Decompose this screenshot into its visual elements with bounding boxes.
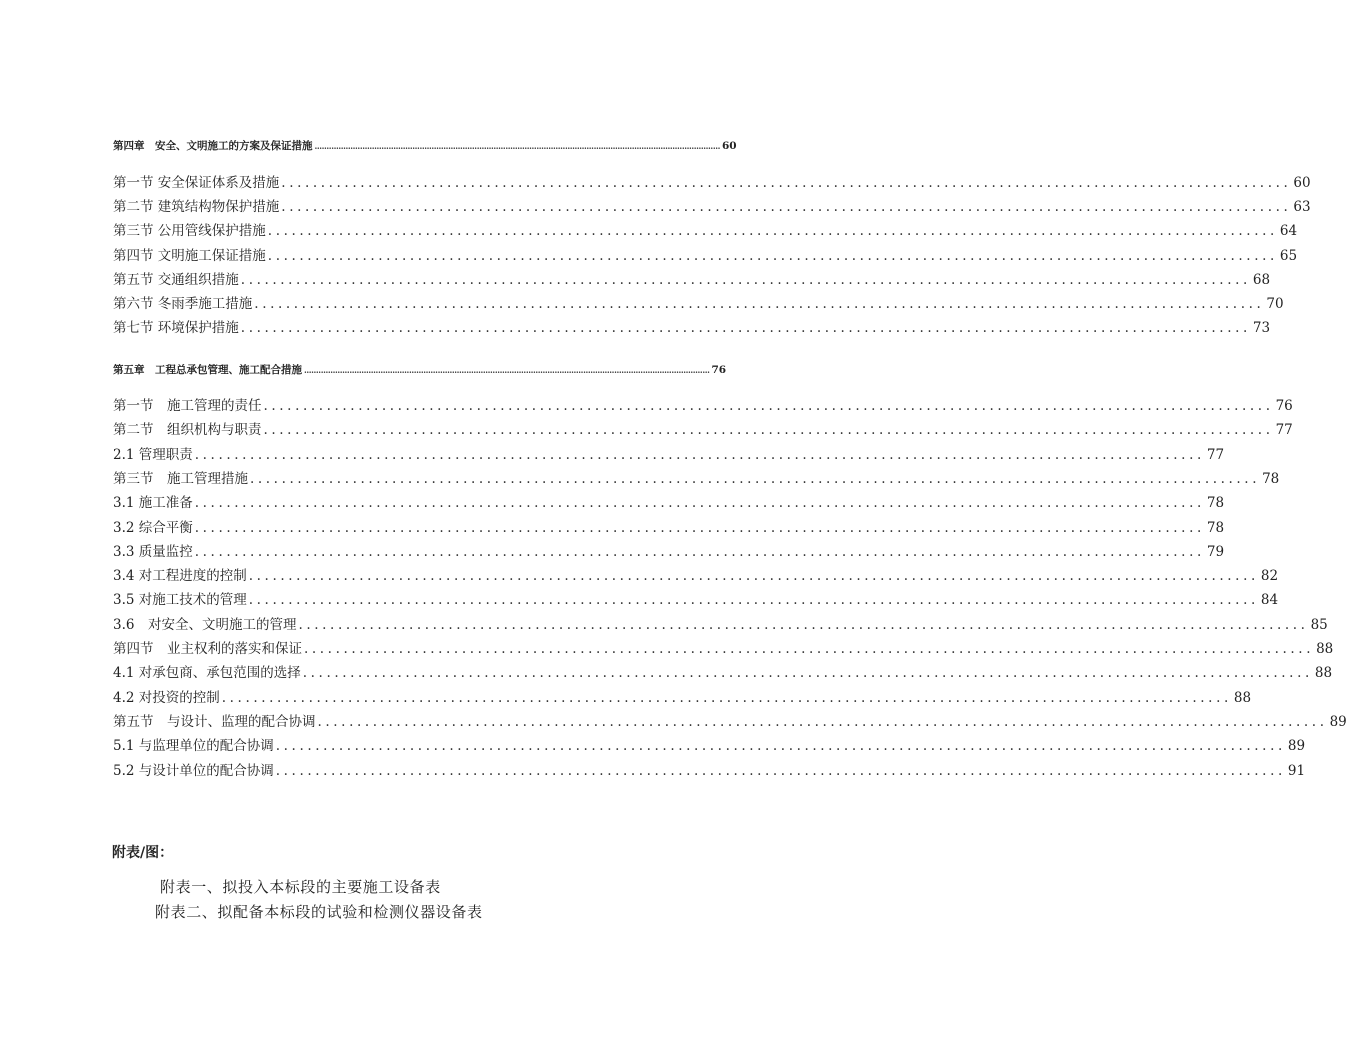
toc-entry-label: 3.3 质量监控 [113,543,193,560]
toc-entry[interactable] [113,244,1298,264]
toc-entry[interactable] [113,418,1293,439]
toc-page-number: 60 [721,140,737,152]
toc-entry-label: 第一节 安全保证体系及措施 [113,175,280,191]
toc-leader-dots: ................................................................................................................................ [248,592,1259,609]
toc-entry-label: 第三节 施工管理措施 [113,470,248,487]
toc-leader-dots: ................................................................................................................................ [194,446,1205,463]
toc-page-number: 84 [1260,592,1279,609]
toc-entry[interactable] [113,661,1333,682]
toc-page-number: 91 [1287,762,1306,779]
toc-leader-dots: ................................................................................................................................ [267,247,1278,264]
toc-entry[interactable] [113,467,1280,487]
toc-page-number: 89 [1329,713,1347,730]
toc-entry-label: 第四节 业主权利的落实和保证 [113,641,302,657]
toc-page-number: 65 [1279,247,1298,264]
toc-leader-dots: ................................................................................................................................ [254,296,1265,312]
toc-entry-label: 4.1 对承包商、承包范围的选择 [113,665,301,682]
toc-entry[interactable] [113,171,1311,191]
toc-page-number: 70 [1266,296,1284,312]
toc-entry-label: 3.2 综合平衡 [113,519,193,536]
toc-entry[interactable] [113,316,1271,337]
toc-leader-dots: ................................................................................................................................ [248,568,1259,585]
toc-leader-dots: ................................................................................................................................ [263,398,1274,414]
toc-leader-dots: ................................................................................................................................ [267,223,1278,240]
toc-page-number: 78 [1262,470,1280,487]
toc-leader-dots: ................................................................................................................................ [250,470,1261,487]
toc-page-number: 79 [1206,543,1225,560]
toc-leader-dots: ................................................................................................................................ [194,543,1205,560]
toc-entry-label: 第五节 交通组织措施 [113,271,239,288]
toc-page-number: 64 [1279,223,1298,240]
toc-entry-label: 第二节 组织机构与职责 [113,422,262,439]
toc-leader-dots: ................................................................................................................................ [240,271,1251,288]
toc-entry[interactable] [113,588,1279,609]
toc-page-number: 76 [1275,398,1293,414]
appendix-title: 附表/图： [112,845,174,861]
toc-leader-dots: ................................................................................................................................ [302,665,1313,682]
toc-page-number: 76 [711,364,727,376]
toc-leader-dots: .......................................................................................................................................................................... [314,141,720,151]
toc-page-number: 63 [1293,199,1311,216]
toc-leader-dots: ................................................................................................................................ [275,738,1286,755]
toc-page-number: 60 [1293,175,1311,191]
toc-page-number: 88 [1314,665,1333,682]
toc-entry[interactable] [113,394,1293,414]
toc-entry-label: 3.5 对施工技术的管理 [113,592,247,609]
toc-entry[interactable] [113,292,1284,312]
toc-chapter-5[interactable] [113,362,727,377]
toc-entry[interactable] [113,516,1225,536]
toc-entry[interactable] [113,268,1271,288]
toc-entry[interactable] [113,637,1334,657]
toc-entry[interactable] [113,219,1298,240]
toc-entry[interactable] [113,564,1279,585]
toc-leader-dots: ................................................................................................................................ [304,641,1315,657]
toc-leader-dots: ................................................................................................................................ [194,519,1205,536]
toc-leader-dots: ................................................................................................................................ [263,422,1274,439]
toc-entry[interactable] [113,195,1311,216]
toc-chapter-4[interactable] [113,138,737,153]
toc-entry-label: 3.6 对安全、文明施工的管理 [113,616,297,633]
toc-page-number: 78 [1206,519,1225,536]
toc-leader-dots: ................................................................................................................................ [221,689,1232,706]
toc-page-number: 68 [1252,271,1271,288]
toc-leader-dots: .......................................................................................................................................................................... [304,365,710,375]
toc-entry[interactable] [113,710,1347,730]
toc-entry-label: 4.2 对投资的控制 [113,689,220,706]
toc-entry-label: 2.1 管理职责 [113,446,193,463]
toc-chapter-label: 第五章 工程总承包管理、施工配合措施 [113,364,302,376]
toc-entry-label: 第七节 环境保护措施 [113,320,239,337]
toc-page-number: 73 [1252,320,1271,337]
toc-entry[interactable] [113,540,1225,560]
toc-page-number: 89 [1287,738,1306,755]
toc-entry-label: 第一节 施工管理的责任 [113,398,262,414]
toc-entry[interactable] [113,443,1225,463]
toc-entry-label: 3.1 施工准备 [113,495,193,512]
toc-leader-dots: ................................................................................................................................ [240,320,1251,337]
toc-page-number: 85 [1310,616,1328,633]
toc-page-number: 77 [1275,422,1293,439]
toc-entry[interactable] [113,491,1225,512]
toc-entry-label: 第三节 公用管线保护措施 [113,223,266,240]
toc-entry-label: 第四节 文明施工保证措施 [113,247,266,264]
toc-leader-dots: ................................................................................................................................ [281,199,1292,216]
toc-entry-label: 第二节 建筑结构物保护措施 [113,199,280,216]
toc-entry-label: 第六节 冬雨季施工措施 [113,296,253,312]
appendix-item-1: 附表一、拟投入本标段的主要施工设备表 [160,878,441,896]
toc-chapter-label: 第四章 安全、文明施工的方案及保证措施 [113,140,313,152]
toc-page-number: 77 [1206,446,1225,463]
toc-leader-dots: ................................................................................................................................ [194,495,1205,512]
toc-entry-label: 5.2 与设计单位的配合协调 [113,762,274,779]
toc-leader-dots: ................................................................................................................................ [281,175,1292,191]
toc-leader-dots: ................................................................................................................................ [317,713,1328,730]
toc-entry-label: 3.4 对工程进度的控制 [113,568,247,585]
toc-entry-label: 第五节 与设计、监理的配合协调 [113,713,316,730]
toc-leader-dots: ................................................................................................................................ [298,616,1309,633]
toc-entry[interactable] [113,759,1306,779]
toc-page-number: 88 [1233,689,1252,706]
toc-entry[interactable] [113,686,1252,706]
toc-page-number: 88 [1316,641,1334,657]
toc-page-number: 78 [1206,495,1225,512]
toc-page-number: 82 [1260,568,1279,585]
toc-entry[interactable] [113,613,1328,633]
toc-leader-dots: ................................................................................................................................ [275,762,1286,779]
appendix-item-2: 附表二、拟配备本标段的试验和检测仪器设备表 [155,903,483,921]
toc-entry-label: 5.1 与监理单位的配合协调 [113,738,274,755]
toc-entry[interactable] [113,734,1306,755]
